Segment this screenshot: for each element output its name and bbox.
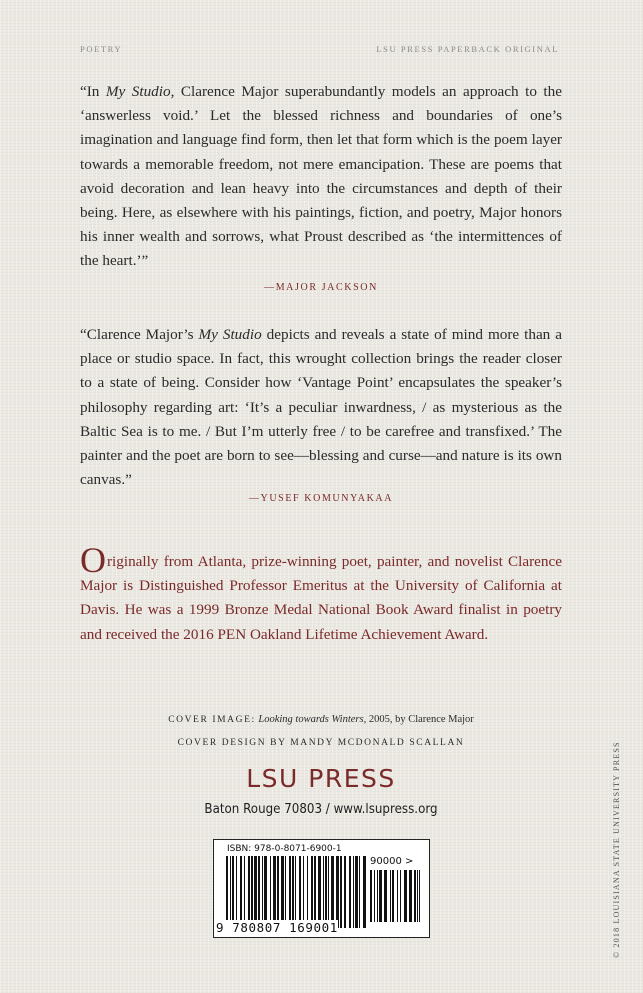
- copyright-notice: © 2018 LOUISIANA STATE UNIVERSITY PRESS: [612, 741, 621, 958]
- isbn-number: ISBN: 978-0-8071-6900-1: [227, 844, 342, 854]
- blurb-quote-2: [80, 323, 562, 492]
- cover-image-credit: [80, 714, 562, 725]
- publisher-address: Baton Rouge 70803 / www.lsupress.org: [204, 801, 438, 817]
- cover-image-details: 2005, by Clarence Major: [366, 714, 474, 725]
- bio-text: riginally from Atlanta, prize-winning poet, painter, and novelist Clarence Major is Distinguished Professor Emeritus at the University of California at Davis. He was a 1999 Bronze Medal National Book Award finalist in poetry and received the 2016 PEN Oakland Lifetime Achievement Award.: [80, 553, 562, 643]
- cover-design-credit: COVER DESIGN BY MANDY MCDONALD SCALLAN: [177, 738, 465, 748]
- book-title: My Studio: [198, 326, 262, 343]
- cover-image-label: COVER IMAGE:: [168, 715, 256, 725]
- addon-barcode-bars: [370, 870, 420, 922]
- author-bio: [80, 540, 562, 647]
- category-label: POETRY: [80, 44, 123, 54]
- book-title: My Studio: [105, 83, 171, 100]
- quote-text: , Clarence Major superabundantly models an approach to the ‘answerless void.’ Let the blessed richness and boundaries of one’s imagination and language find form, then let that form which is the poem layer towards a memorable freedom, not mere emancipation. These are poems that avoid decoration and lean heavy into the circumstances and depth of their being. Here, as elsewhere with his paintings, fiction, and poetry, Major honors his inner wealth and sorrows, what Proust described as ‘the intermittences of the heart.’”: [80, 83, 562, 270]
- quote-text: “In: [80, 83, 106, 100]
- edition-label: LSU PRESS PAPERBACK ORIGINAL: [376, 44, 559, 54]
- price-code: 90000 >: [370, 856, 414, 867]
- cover-image-title: Looking towards Winters,: [258, 714, 367, 725]
- quote-text: “Clarence Major’s: [80, 326, 199, 343]
- ean-barcode-bars: [226, 856, 366, 928]
- blurb-attribution-2: —YUSEF KOMUNYAKAA: [248, 493, 394, 504]
- barcode: [213, 839, 430, 938]
- quote-text: depicts and reveals a state of mind more than a place or studio space. In fact, this wrought collection brings the reader closer to a state of being. Consider how ‘Vantage Point’ encapsulates the speaker’s philosophy regarding art: ‘It’s a peculiar inwardness, / as mysterious as the Baltic Sea is to me. / But I’m utterly free / to be carefree and transfixed.’ The painter and the poet are born to see—blessing and curse—and nature is its own canvas.”: [80, 326, 562, 489]
- blurb-attribution-1: —MAJOR JACKSON: [264, 282, 378, 293]
- barcode-digits: 9 780807 169001: [216, 920, 338, 935]
- blurb-quote-1: [80, 80, 562, 274]
- drop-cap: O: [80, 540, 106, 580]
- publisher-logo: LSU PRESS: [246, 764, 396, 793]
